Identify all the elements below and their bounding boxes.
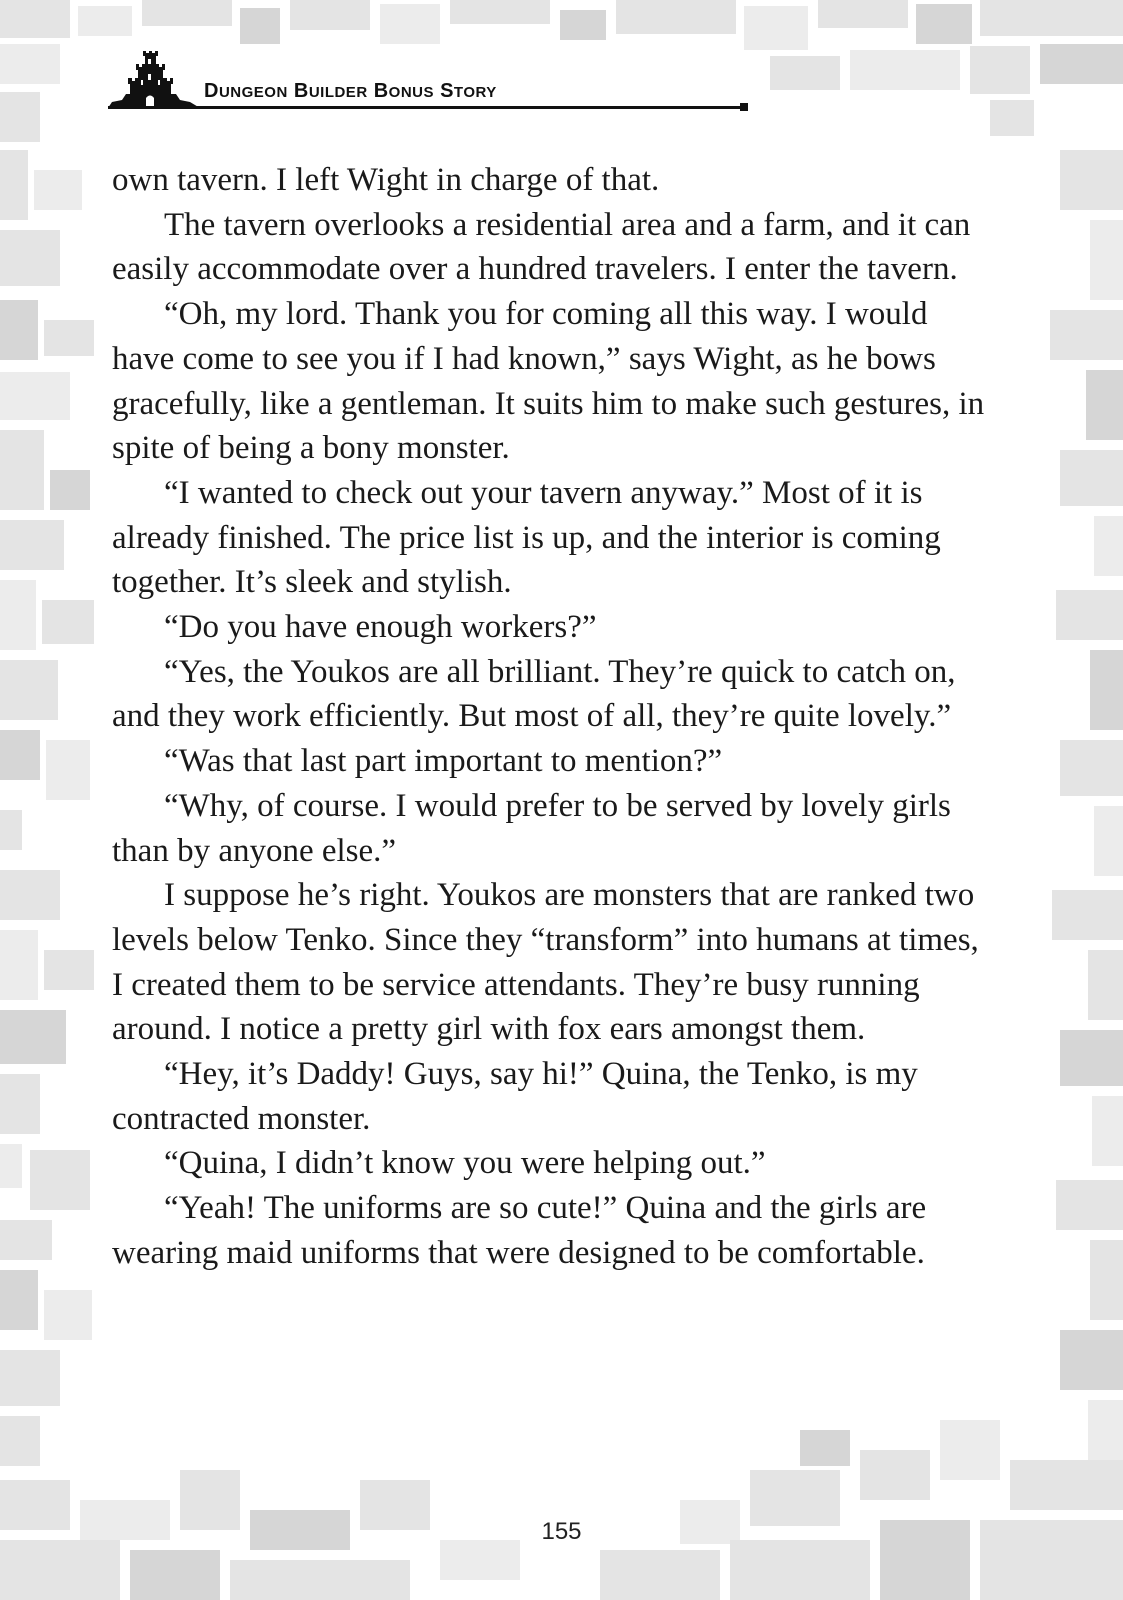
- header-word: BONUS: [373, 80, 435, 102]
- paragraph: “Quina, I didn’t know you were helping out.”: [164, 1145, 766, 1182]
- castle-icon: [108, 50, 200, 108]
- paragraph: I suppose he’s right. Youkos are monsters that are ranked two levels below Tenko. Since they “transform” into humans at times, I created them to be service attendants. They’re busy running around. I notice a pretty girl with fox ears amongst them.: [112, 877, 979, 1048]
- paragraph: “Yeah! The uniforms are so cute!” Quina and the girls are wearing maid uniforms that were designed to be comfortable.: [112, 1190, 927, 1271]
- running-header: [108, 42, 748, 114]
- header-word: DUNGEON: [204, 80, 288, 102]
- paragraph: own tavern. I left Wight in charge of that.: [112, 162, 660, 198]
- paragraph: “Hey, it’s Daddy! Guys, say hi!” Quina, the Tenko, is my contracted monster.: [112, 1056, 918, 1137]
- paragraph: “Yes, the Youkos are all brilliant. They’re quick to catch on, and they work efficiently. But most of all, they’re quite lovely.”: [112, 653, 956, 735]
- paragraph: “Was that last part important to mention?”: [164, 743, 723, 780]
- paragraph: “Oh, my lord. Thank you for coming all this way. I would have come to see you if I had known,” says Wight, as he bows gracefully, like a gentleman. It suits him to make such gestures, in spite of being a bony monster.: [112, 296, 985, 467]
- body-text: [112, 158, 992, 1276]
- header-title: [204, 80, 497, 103]
- page-number: 155: [541, 1518, 582, 1545]
- header-word: BUILDER: [293, 80, 368, 102]
- header-rule: [108, 106, 744, 109]
- paragraph: “I wanted to check out your tavern anyway.” Most of it is already finished. The price list is up, and the interior is coming together. It’s sleek and stylish.: [112, 474, 941, 601]
- paragraph: The tavern overlooks a residential area and a farm, and it can easily accommodate over a hundred travelers. I enter the tavern.: [112, 206, 971, 288]
- paragraph: “Do you have enough workers?”: [164, 609, 597, 646]
- header-word: STORY: [440, 80, 497, 102]
- header-rule-end: [740, 103, 748, 111]
- paragraph: “Why, of course. I would prefer to be served by lovely girls than by anyone else.”: [112, 787, 951, 869]
